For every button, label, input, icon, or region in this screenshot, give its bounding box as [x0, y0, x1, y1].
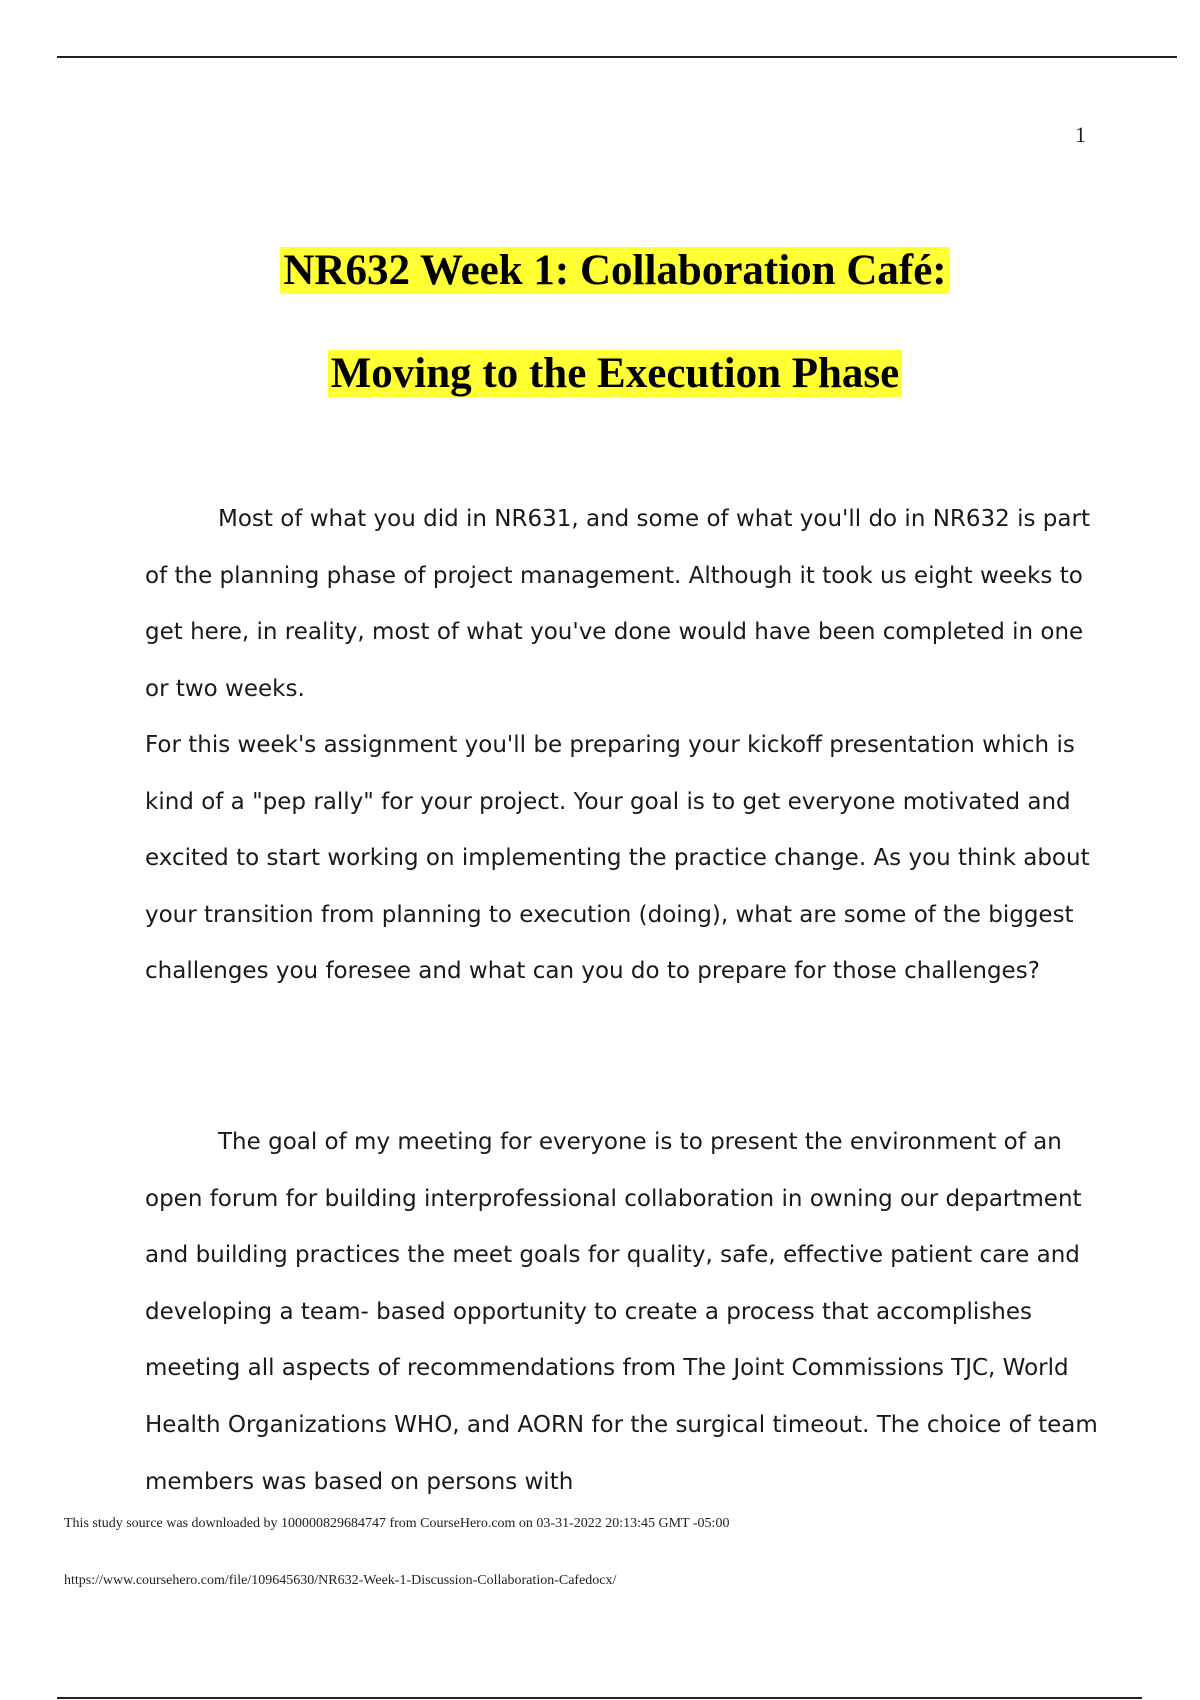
top-rule: [57, 56, 1177, 58]
title-highlight-1: NR632 Week 1: Collaboration Café:: [280, 247, 949, 294]
body-paragraph-1: Most of what you did in NR631, and some of what you'll do in NR632 is part of the planning phase of project management. Although it took us eight weeks to get here, in reality, most of what you've done would have been completed in one or two weeks.: [145, 506, 1090, 702]
document-title-line-2: [0, 348, 1200, 400]
document-title-line-1: [0, 245, 1200, 297]
download-source-note: This study source was downloaded by 100000829684747 from CourseHero.com on 03-31-2022 20:13:45 GMT -05:00: [64, 1516, 730, 1531]
source-url: https://www.coursehero.com/file/109645630/NR632-Week-1-Discussion-Collaboration-Cafedocx/: [64, 1573, 617, 1588]
bottom-rule: [57, 1697, 1142, 1699]
body-paragraph-3: The goal of my meeting for everyone is to present the environment of an open forum for building interprofessional collaboration in owning our department and building practices the meet goals for quality, safe, effective patient care and developing a team- based opportunity to create a process that accomplishes meeting all aspects of recommendations from The Joint Commissions TJC, World Health Organizations WHO, and AORN for the surgical timeout. The choice of team members was based on persons with: [145, 1129, 1098, 1495]
body-paragraph-2: For this week's assignment you'll be preparing your kickoff presentation which is kind of a "pep rally" for your project. Your goal is to get everyone motivated and excited to start working on implementing the practice change. As you think about your transition from planning to execution (doing), what are some of the biggest challenges you foresee and what can you do to prepare for those challenges?: [145, 732, 1090, 985]
page-number: 1: [1075, 122, 1086, 147]
title-highlight-2: Moving to the Execution Phase: [328, 350, 903, 397]
